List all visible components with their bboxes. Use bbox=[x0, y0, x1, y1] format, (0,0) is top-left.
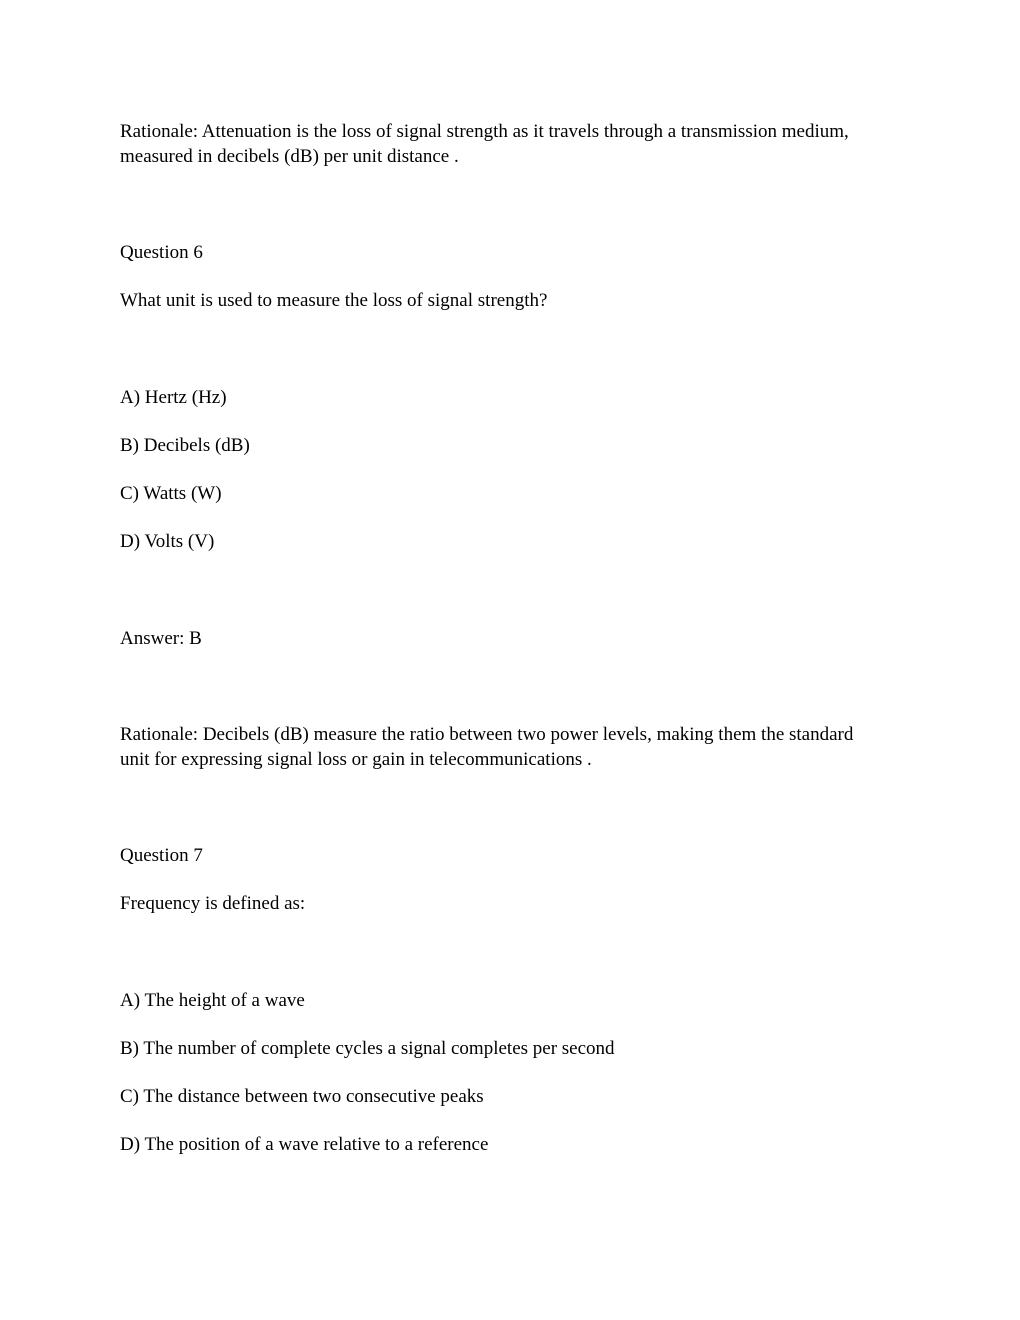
question-6-prompt: What unit is used to measure the loss of signal strength? bbox=[120, 290, 548, 311]
rationale-5-line-1: Rationale: Attenuation is the loss of signal strength as it travels through a transmission medium, bbox=[120, 121, 849, 142]
question-7-option-a: A) The height of a wave bbox=[120, 990, 305, 1011]
question-6-option-a: A) Hertz (Hz) bbox=[120, 387, 227, 408]
question-7-option-c: C) The distance between two consecutive peaks bbox=[120, 1086, 484, 1107]
question-6-rationale-line-1: Rationale: Decibels (dB) measure the ratio between two power levels, making them the standard bbox=[120, 724, 854, 745]
question-6-rationale-line-2: unit for expressing signal loss or gain in telecommunications . bbox=[120, 749, 592, 770]
question-6-heading: Question 6 bbox=[120, 242, 203, 263]
question-6-option-b: B) Decibels (dB) bbox=[120, 435, 250, 456]
question-6-option-d: D) Volts (V) bbox=[120, 531, 215, 552]
question-7-heading: Question 7 bbox=[120, 845, 203, 866]
question-7-option-d: D) The position of a wave relative to a reference bbox=[120, 1134, 489, 1155]
question-7-prompt: Frequency is defined as: bbox=[120, 893, 306, 914]
rationale-5-line-2: measured in decibels (dB) per unit distance . bbox=[120, 146, 459, 167]
question-6-answer: Answer: B bbox=[120, 628, 202, 649]
question-6-option-c: C) Watts (W) bbox=[120, 483, 222, 504]
question-7-option-b: B) The number of complete cycles a signal completes per second bbox=[120, 1038, 615, 1059]
